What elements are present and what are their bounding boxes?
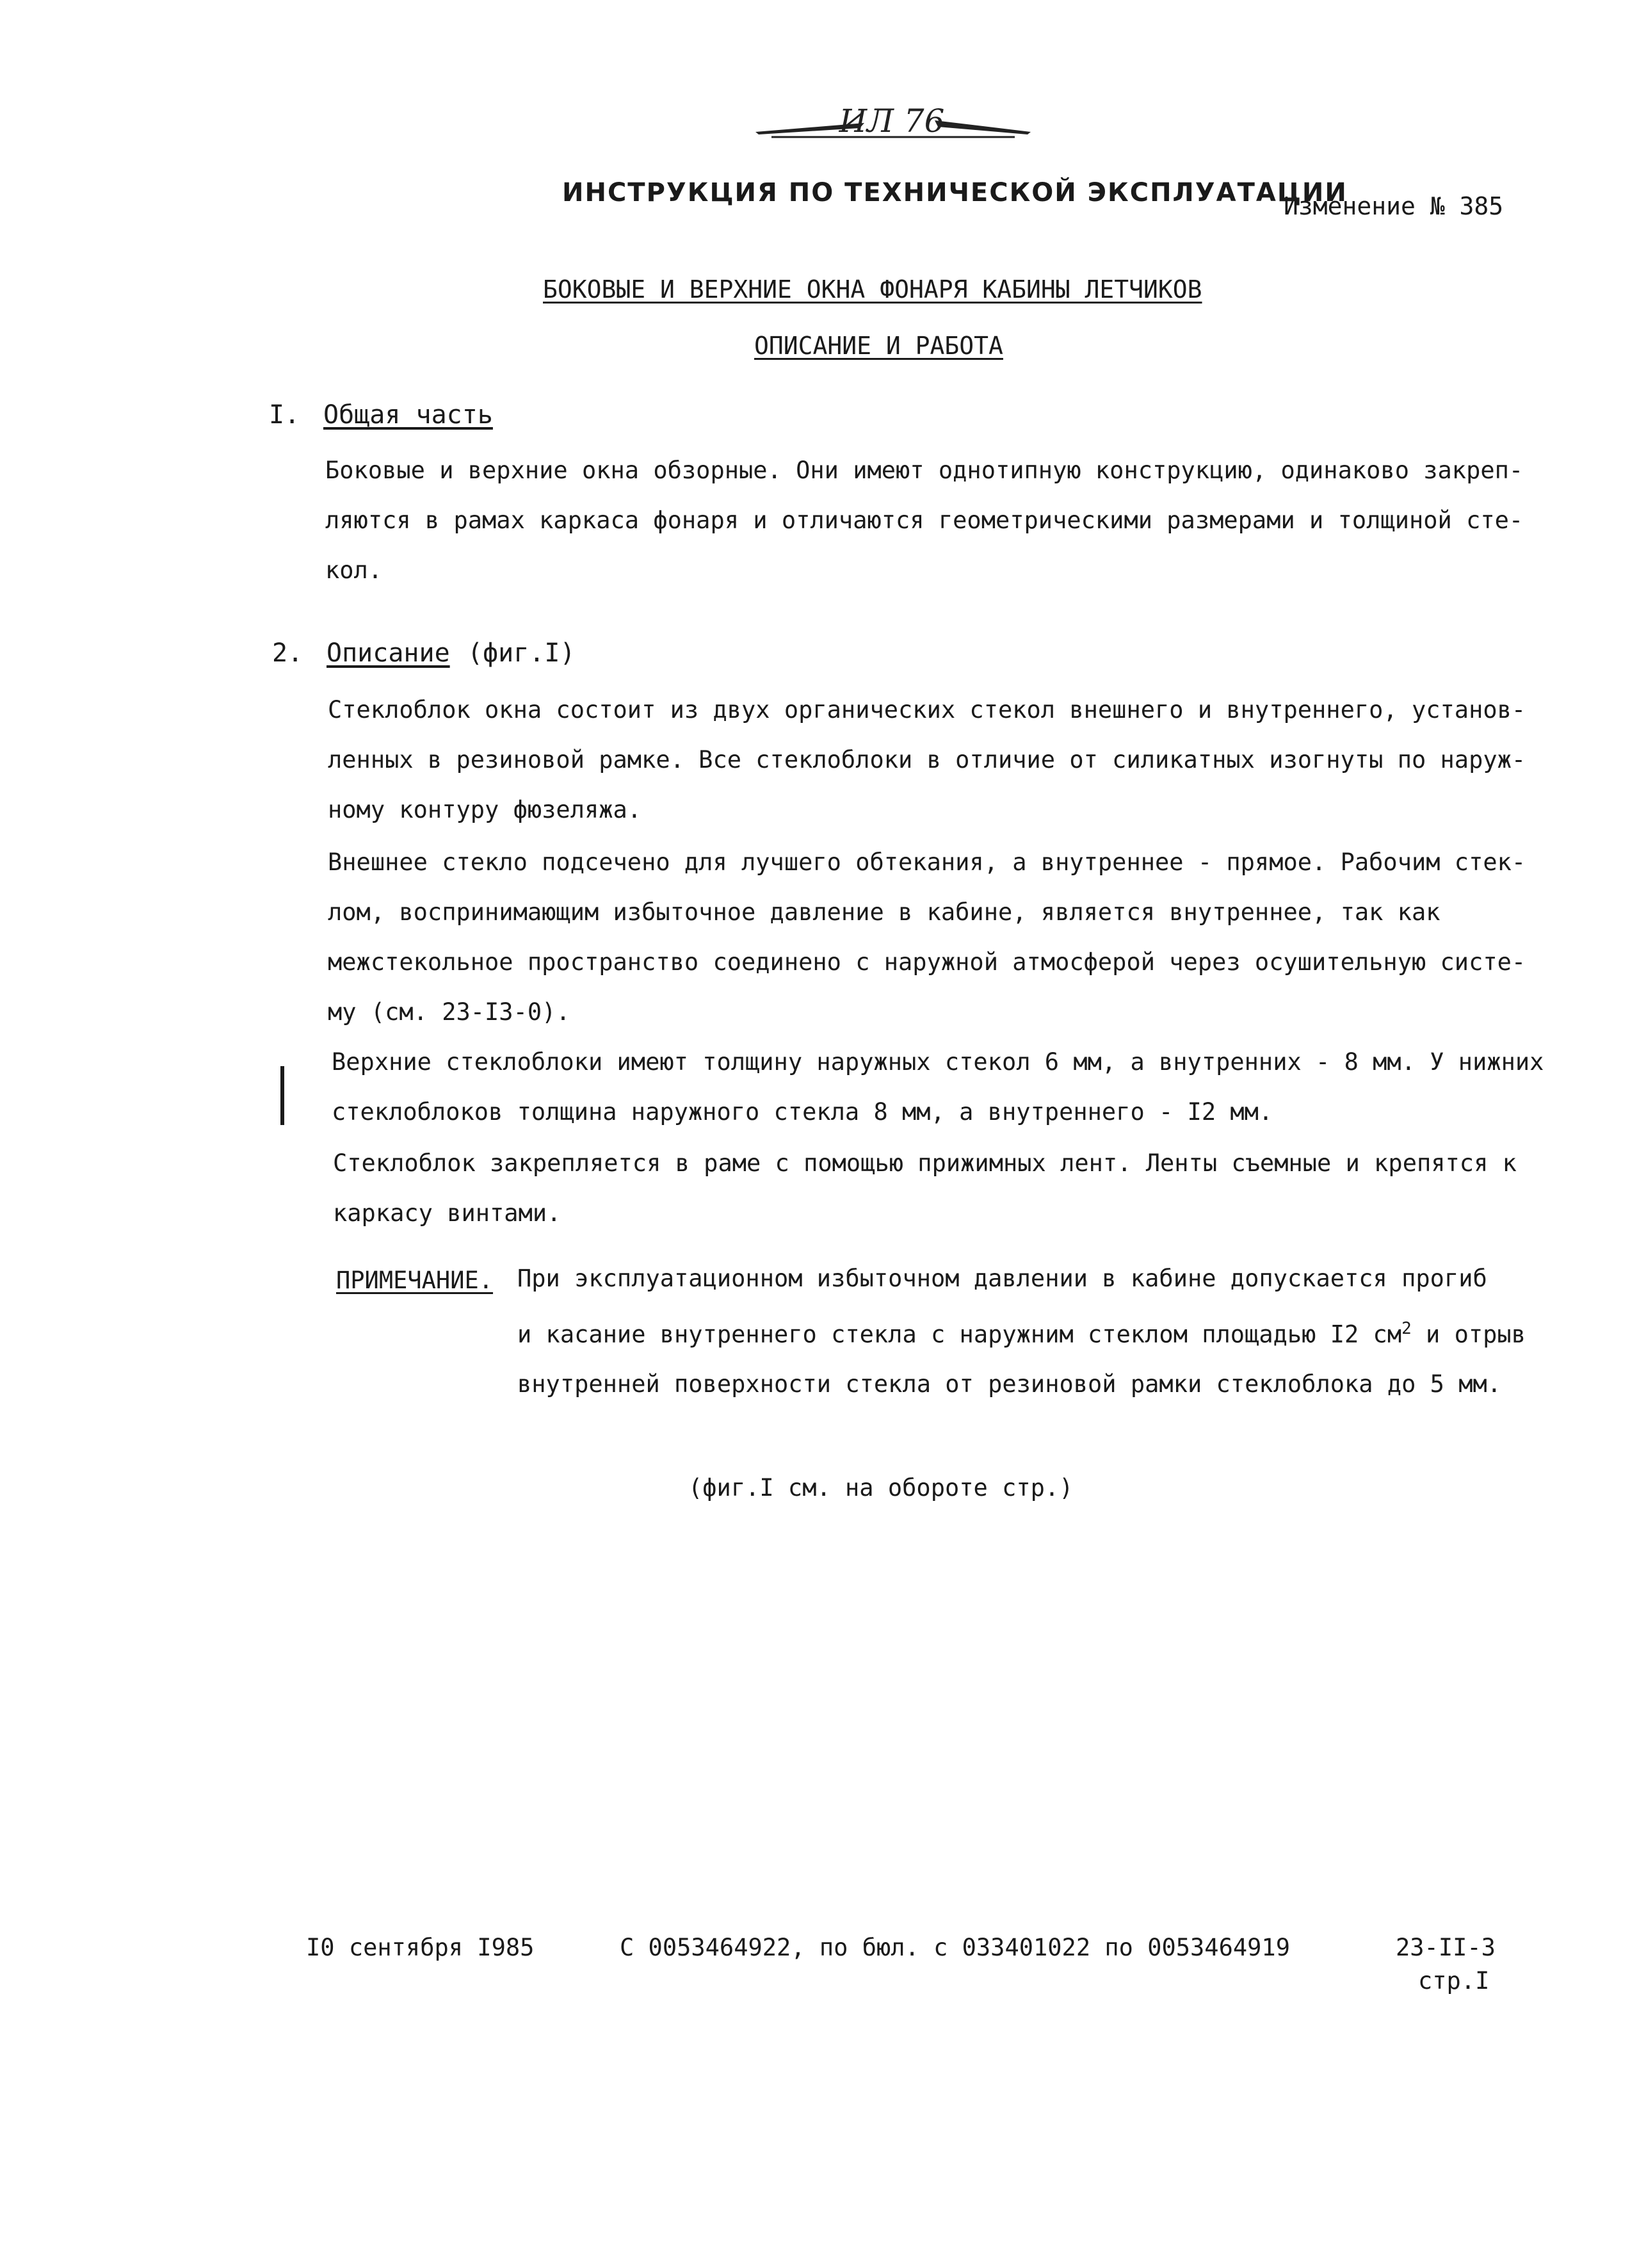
paragraph-line: кол.: [325, 556, 383, 584]
note-label: ПРИМЕЧАНИЕ.: [336, 1267, 494, 1294]
note-line: [517, 1304, 1526, 1359]
paragraph-line: Боковые и верхние окна обзорные. Они имеют однотипную конструкцию, одинаково закреп-: [325, 457, 1524, 484]
paragraph-line: ному контуру фюзеляжа.: [328, 796, 642, 823]
note-line-part: и касание внутреннего стекла с наружним стеклом площадью I2 см: [517, 1320, 1402, 1349]
section-1-paragraph: [325, 446, 1523, 595]
paragraph-line: лом, воспринимающим избыточное давление в кабине, является внутреннее, так как: [328, 898, 1440, 926]
note-text: [517, 1254, 1526, 1409]
section-2-number: 2.: [272, 638, 303, 668]
section-2-paragraph-1: [328, 685, 1526, 835]
figure-reference: (фиг.I см. на обороте стр.): [688, 1474, 1074, 1502]
logo-emblem: [752, 95, 1034, 146]
document-header-title: ИНСТРУКЦИЯ ПО ТЕХНИЧЕСКОЙ ЭКСПЛУАТАЦИИ: [562, 178, 1348, 207]
superscript: 2: [1401, 1319, 1412, 1338]
footer-code: 23-II-3: [1396, 1934, 1496, 1961]
section-2-paragraph-3: [332, 1037, 1544, 1137]
footer-date: I0 сентября I985: [306, 1934, 535, 1961]
section-2-paragraph-2: [328, 838, 1526, 1037]
main-title: БОКОВЫЕ И ВЕРХНИЕ ОКНА ФОНАРЯ КАБИНЫ ЛЕТЧИКОВ: [543, 275, 1202, 304]
section-2-heading: Описание: [327, 638, 450, 668]
paragraph-line: ляются в рамах каркаса фонаря и отличаются геометрическими размерами и толщиной сте-: [325, 506, 1524, 534]
revision-bar: [280, 1066, 284, 1125]
paragraph-line: Стеклоблок окна состоит из двух органических стекол внешнего и внутреннего, установ-: [328, 696, 1526, 724]
note-line: внутренней поверхности стекла от резиновой рамки стеклоблока до 5 мм.: [517, 1370, 1502, 1398]
note-line: При эксплуатационном избыточном давлении в кабине допускается прогиб: [517, 1265, 1487, 1292]
footer-serial: С 0053464922, по бюл. с 033401022 по 0053464919: [620, 1934, 1290, 1961]
paragraph-line: Внешнее стекло подсечено для лучшего обтекания, а внутреннее - прямое. Рабочим стек-: [328, 848, 1526, 876]
paragraph-line: межстекольное пространство соединено с наружной атмосферой через осушительную систе-: [328, 948, 1526, 976]
paragraph-line: му (см. 23-I3-0).: [328, 998, 570, 1026]
paragraph-line: каркасу винтами.: [333, 1199, 561, 1227]
paragraph-line: Верхние стеклоблоки имеют толщину наружных стекол 6 мм, а внутренних - 8 мм. У нижних: [332, 1048, 1544, 1076]
paragraph-line: ленных в резиновой рамке. Все стеклоблоки в отличие от силикатных изогнуты по наруж-: [328, 746, 1526, 774]
sub-title: ОПИСАНИЕ И РАБОТА: [754, 332, 1003, 360]
section-2-paragraph-4: [333, 1138, 1517, 1238]
paragraph-line: Стеклоблок закрепляется в раме с помощью прижимных лент. Ленты съемные и крепятся к: [333, 1149, 1517, 1177]
change-number: Изменение № 385: [1284, 192, 1504, 220]
footer-page: стр.I: [1418, 1967, 1490, 1995]
paragraph-line: стеклоблоков толщина наружного стекла 8 мм, а внутреннего - I2 мм.: [332, 1098, 1273, 1126]
note-line-part: и отрыв: [1411, 1320, 1526, 1349]
section-2-figure-ref: (фиг.I): [467, 638, 576, 668]
document-logo: [752, 95, 1034, 146]
section-1-heading: Общая часть: [323, 400, 493, 430]
section-1-number: I.: [269, 400, 300, 430]
logo-text: ИЛ 76: [839, 102, 945, 140]
